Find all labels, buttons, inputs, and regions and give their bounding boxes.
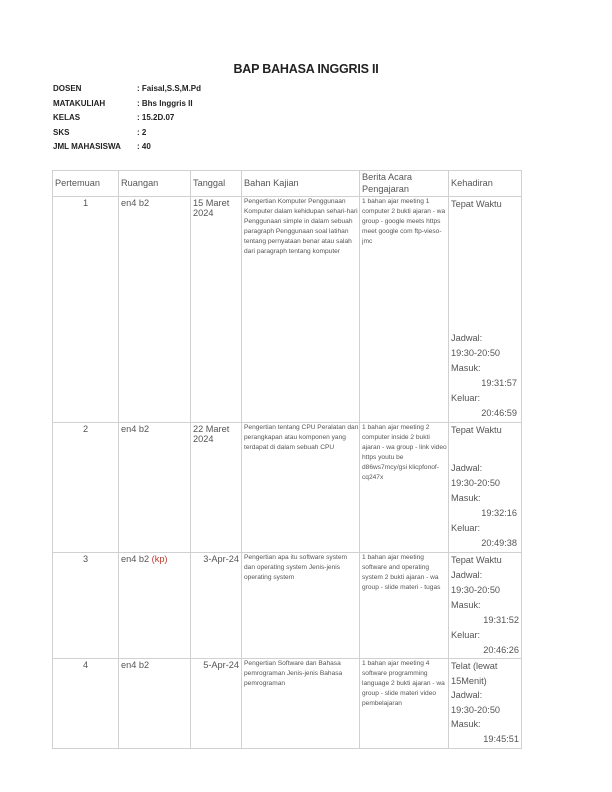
schedule-label: Jadwal:: [451, 333, 483, 343]
date: 15 Maret 2024: [191, 197, 242, 423]
schedule-label: Jadwal:: [451, 690, 483, 700]
meta-value: : 2: [137, 127, 147, 137]
meta-label: DOSEN: [53, 84, 82, 93]
material: Pengertian Software dan Bahasa pemrograman Jenis-jenis Bahasa pemrograman: [242, 659, 360, 749]
room: [119, 659, 191, 749]
room-note: (kp): [151, 554, 168, 564]
meta-value: : Faisal,S.S,M.Pd: [137, 84, 202, 93]
attendance-status: Telat (lewat 15Menit): [451, 661, 498, 686]
table-row: [53, 553, 522, 659]
header-material: Bahan Kajian: [242, 171, 360, 197]
check-in-label: Masuk:: [451, 719, 481, 729]
meta-label: JML MAHASISWA: [53, 142, 121, 152]
table-header-row: [53, 171, 522, 197]
attendance: [449, 553, 522, 659]
check-out-time: 20:46:26: [483, 645, 519, 655]
table-row: [53, 197, 522, 423]
header-date: Tanggal: [191, 171, 242, 197]
schedule-label: Jadwal:: [451, 463, 483, 473]
meta-value: : 40: [137, 142, 151, 152]
date: 22 Maret 2024: [191, 423, 242, 553]
header-report: Berita Acara Pengajaran: [360, 171, 449, 197]
meta-value: : Bhs Inggris II: [137, 98, 193, 108]
teaching-report: 1 bahan ajar meeting 1 computer 2 bukti ajaran - wa group - google meets https meet google com ftp-vieso-jmc: [360, 197, 449, 423]
teaching-report: 1 bahan ajar meeting software and operating system 2 bukti ajaran - wa group - slide materi - tugas: [360, 553, 449, 659]
meta-label: SKS: [53, 127, 70, 137]
schedule-value: 19:30-20:50: [451, 478, 501, 488]
material: Pengertian Komputer Penggunaan Komputer dalam kehidupan sehari-hari Penggunaan simple in dalam sebuah paragraph Penggunaan soal latihan tentang pernyataan benar atau salah dari paragraph tentang komputer: [242, 197, 360, 423]
check-out-label: Keluar:: [451, 393, 481, 403]
room: [119, 423, 191, 553]
meeting-number: 3: [53, 553, 119, 659]
attendance-times: [451, 331, 517, 421]
check-out-time: 20:49:38: [481, 538, 517, 548]
check-in-time: 19:31:52: [483, 615, 519, 625]
meeting-number: 1: [53, 197, 119, 423]
meeting-number: 2: [53, 423, 119, 553]
check-in-label: Masuk:: [451, 600, 481, 610]
attendance-table: [52, 170, 522, 749]
check-in-label: Masuk:: [451, 493, 481, 503]
meta-label: MATAKULIAH: [53, 98, 106, 108]
check-in-label: Masuk:: [451, 363, 481, 373]
header-room: Ruangan: [119, 171, 191, 197]
room: [119, 553, 191, 659]
check-in-time: 19:31:57: [481, 378, 517, 388]
attendance-status: Tepat Waktu: [451, 555, 502, 565]
document-title: BAP BAHASA INGGRIS II: [233, 62, 379, 76]
header-attendance: Kehadiran: [449, 171, 522, 197]
meta-label: KELAS: [53, 113, 81, 123]
material: Pengertian tentang CPU Peralatan dan perangkapan atau komponen yang terdapat di dalam sebuah CPU: [242, 423, 360, 553]
room-code: en4 b2: [121, 554, 150, 564]
schedule-label: Jadwal:: [451, 570, 483, 580]
meta-value: : 15.2D.07: [137, 113, 175, 123]
date: 3-Apr-24: [191, 553, 242, 659]
date: 5-Apr-24: [191, 659, 242, 749]
header-meeting: Pertemuan: [53, 171, 119, 197]
room-code: en4 b2: [121, 198, 150, 208]
attendance-status: Tepat Waktu: [451, 425, 502, 435]
teaching-report: 1 bahan ajar meeting 2 computer inside 2 bukti ajaran - wa group - link video https youtu be d86ws7mcy/gsi klicpfonof-cq247x: [360, 423, 449, 553]
room-code: en4 b2: [121, 424, 150, 434]
schedule-value: 19:30-20:50: [451, 348, 501, 358]
attendance-status: Tepat Waktu: [451, 199, 502, 209]
table-row: [53, 423, 522, 553]
table-row: [53, 659, 522, 749]
attendance: [449, 423, 522, 553]
attendance: [449, 197, 522, 423]
check-out-label: Keluar:: [451, 523, 481, 533]
check-out-label: Keluar:: [451, 630, 481, 640]
material: Pengertian apa itu software system dan operating system Jenis-jenis operating system: [242, 553, 360, 659]
schedule-value: 19:30-20:50: [451, 704, 501, 715]
attendance-times: [451, 461, 517, 551]
meeting-number: 4: [53, 659, 119, 749]
check-in-time: 19:45:51: [483, 733, 519, 744]
check-in-time: 19:32:16: [481, 508, 517, 518]
room-code: en4 b2: [121, 660, 150, 670]
check-out-time: 20:46:59: [481, 408, 517, 418]
room: [119, 197, 191, 423]
attendance: [449, 659, 522, 749]
schedule-value: 19:30-20:50: [451, 585, 501, 595]
teaching-report: 1 bahan ajar meeting 4 software programming language 2 bukti ajaran - wa group - slide materi video pembelajaran: [360, 659, 449, 749]
